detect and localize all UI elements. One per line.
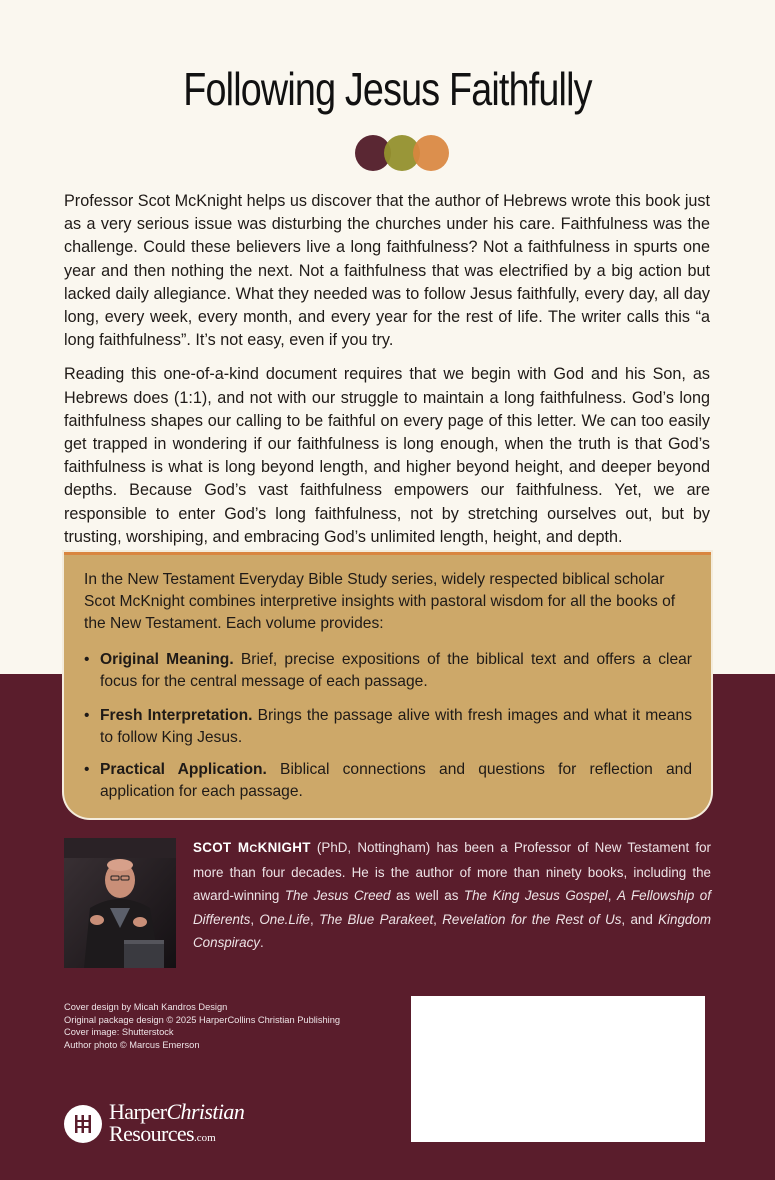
bullet: • <box>84 761 90 778</box>
decorative-dots <box>355 135 450 173</box>
credit-line: Original package design © 2025 HarperCollins Christian Publishing <box>64 1014 341 1025</box>
bullet: • <box>84 707 90 724</box>
description-paragraph-1: Professor Scot McKnight helps us discover that the author of Hebrews wrote this book just as a very serious issue was disturbing the churches under his care. Faithfulness was the challenge. Could these believers live a long faithfulness? Not a faithfulness in spurts one year and then nothing the next. Not a faithfulness that was electrified by a big action but lacked daily allegiance. What they needed was to follow Jesus faithfully, every day, all day long, every week, every month, and every year for the rest of life. The writer calls this “a long faithfulness”. It’s not easy, even if you try. <box>64 192 711 350</box>
feature-title: Fresh Interpretation. <box>100 707 253 724</box>
feature-text: Biblical connections and questions for reflection and application for each passage. <box>100 761 692 800</box>
book-title-blue-parakeet: The Blue Parakeet <box>319 911 434 927</box>
feature-fresh-interpretation <box>84 705 692 749</box>
book-title-king-jesus-gospel: The King Jesus Gospel <box>463 888 608 904</box>
feature-text: Brief, precise expositions of the biblical text and offers a clear focus for the central message of each passage. <box>100 651 692 690</box>
barcode-placeholder <box>411 996 705 1142</box>
description-paragraph-2: Reading this one-of-a-kind document requires that we begin with God and his Son, as Hebrews does (1:1), and not with our struggle to maintain a long faithfulness. God’s long faithfulness shapes our calling to be faithful on every page of this letter. We can too easily get trapped in wondering if our faithfulness is long enough, when the truth is that God’s faithfulness is what is long beyond length, and higher beyond height, and deeper beyond depths. Because God’s vast faithfulness empowers our faithfulness. Yet, we are responsible to enter God’s long faithfulness, not by stretching ourselves out, but by trusting, worshiping, and embracing God’s unlimited length, height, and depth. <box>64 365 710 546</box>
book-title: Following Jesus Faithfully <box>183 63 592 115</box>
book-title-jesus-creed: The Jesus Creed <box>284 888 391 904</box>
feature-practical-application <box>84 759 692 803</box>
publisher-name: HarperChristian Resources.com <box>109 1099 245 1146</box>
feature-original-meaning <box>84 649 692 693</box>
series-panel <box>64 552 711 818</box>
publisher-monogram-icon <box>64 1105 102 1143</box>
credit-line: Cover design by Micah Kandros Design <box>64 1002 228 1012</box>
bio-text: (PhD, Nottingham) has been a Professor of New Testament for more than four decades. He is the author of more than ninety books, including the award-winning <box>193 840 711 904</box>
description-text <box>64 190 710 560</box>
author-photo-illustration <box>64 838 176 968</box>
author-bio: SCOT MCKNIGHT (PhD, Nottingham) has been a Professor of New Testament for more than four decades. He is the author of more than ninety books, including the award-winning The Jesus Creed as well as The King Jesus Gospel, A Fellowship of Differents, One.Life, The Blue Parakeet, Revelation for the Rest of Us, and Kingdom Conspiracy. <box>193 840 711 950</box>
book-title-revelation: Revelation for the Rest of Us <box>442 911 622 927</box>
credit-line: Author photo © Marcus Emerson <box>64 1039 200 1050</box>
book-title-one-life: One.Life <box>259 911 310 927</box>
book-title-fellowship: A Fellowship of Differents <box>193 888 711 927</box>
author-photo <box>64 838 176 968</box>
feature-title: Practical Application. <box>100 761 267 778</box>
feature-text: Brings the passage alive with fresh images and what it means to follow King Jesus. <box>100 707 692 746</box>
publisher-logo <box>64 1101 284 1147</box>
series-intro: In the New Testament Everyday Bible Study series, widely respected biblical scholar Scot McKnight combines interpretive insights with pastoral wisdom for all the books of the New Testament. Each volume provides: <box>84 571 676 632</box>
book-title-kingdom-conspiracy: Kingdom Conspiracy <box>193 911 711 950</box>
feature-title: Original Meaning. <box>100 651 234 668</box>
author-name: SCOT MCKNIGHT <box>193 840 311 855</box>
bullet: • <box>84 651 90 668</box>
dot-orange <box>413 135 449 171</box>
credit-line: Cover image: Shutterstock <box>64 1027 174 1038</box>
credits <box>64 1001 340 1051</box>
